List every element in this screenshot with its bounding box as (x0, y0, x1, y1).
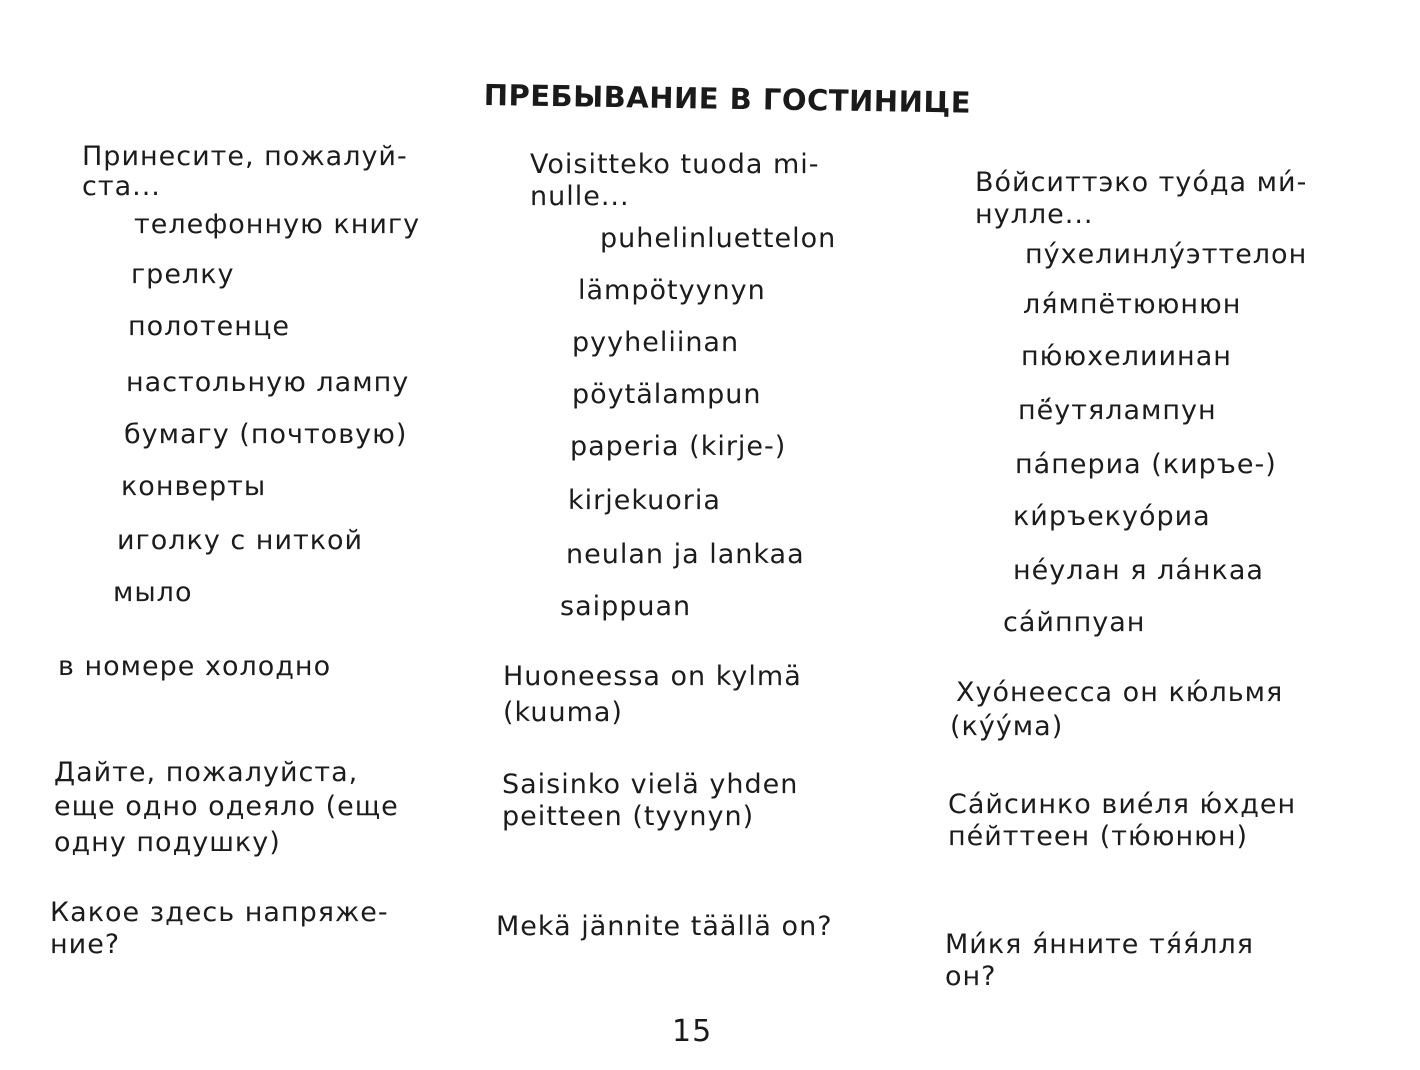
fi-bring-line-2: nulle... (530, 181, 630, 212)
tr-voltage-line-2: он? (945, 961, 997, 992)
fi-item: lämpötyynyn (578, 275, 766, 306)
fi-cold-line-1: Huoneessa on kylmä (503, 661, 802, 692)
tr-bring-line-1: Во́йситтэко туо́да ми́- (975, 167, 1308, 198)
fi-voltage: Mekä jännite täällä on? (496, 911, 833, 942)
tr-item: пё́утялампун (1018, 395, 1217, 426)
ru-cold: в номере холодно (58, 651, 332, 682)
tr-item: ки́ръекуо́риа (1013, 501, 1211, 532)
fi-item: saippuan (560, 591, 692, 622)
fi-cold-line-2: (kuuma) (503, 697, 623, 728)
tr-item: пу́хелинлу́эттелон (1025, 239, 1308, 270)
fi-blanket-line-1: Saisinko vielä yhden (502, 769, 799, 800)
ru-blanket-line-3: одну подушку) (54, 827, 281, 858)
ru-bring-line-2: ста... (82, 171, 161, 202)
ru-bring-line-1: Принесите, пожалуй- (82, 141, 408, 172)
page-number: 15 (672, 1014, 713, 1049)
ru-item: конверты (121, 471, 267, 502)
ru-item: грелку (131, 259, 235, 290)
tr-cold-line-2: (ку́у́ма) (950, 711, 1064, 742)
tr-item: са́йппуан (1003, 607, 1146, 638)
ru-item: мыло (113, 577, 193, 608)
fi-item: pöytälampun (572, 379, 762, 410)
ru-voltage-line-1: Какое здесь напряже- (50, 897, 389, 928)
fi-item: paperia (kirje-) (570, 431, 787, 462)
fi-bring-line-1: Voisitteko tuoda mi- (530, 149, 820, 180)
fi-item: pyyheliinan (572, 327, 740, 358)
tr-voltage-line-1: Ми́кя я́нните тя́я́лля (945, 929, 1254, 960)
ru-item: бумагу (почтовую) (124, 419, 408, 450)
tr-item: не́улан я ла́нкаа (1013, 555, 1264, 586)
ru-item: иголку с ниткой (117, 525, 364, 556)
tr-item: ля́мпётююнюн (1023, 289, 1242, 320)
tr-blanket-line-1: Са́йсинко вие́ля ю́хден (948, 789, 1297, 820)
ru-item: телефонную книгу (134, 209, 421, 240)
tr-bring-line-2: нулле... (975, 199, 1094, 230)
fi-item: puhelinluettelon (600, 223, 837, 254)
fi-item: kirjekuoria (568, 485, 721, 516)
ru-blanket-line-2: еще одно одеяло (еще (54, 791, 399, 822)
ru-item: полотенце (128, 311, 290, 342)
ru-voltage-line-2: ние? (50, 929, 121, 960)
tr-item: па́периа (киръе-) (1015, 449, 1277, 480)
tr-blanket-line-2: пе́йттеен (тю́юнюн) (948, 821, 1249, 852)
fi-item: neulan ja lankaa (566, 539, 805, 570)
ru-item: настольную лампу (126, 367, 410, 398)
fi-blanket-line-2: peitteen (tyynyn) (502, 801, 755, 832)
ru-blanket-line-1: Дайте, пожалуйста, (54, 757, 359, 788)
page-title: ПРЕБЫВАНИЕ В ГОСТИНИЦЕ (483, 78, 972, 120)
tr-item: пю́юхелиинан (1021, 341, 1232, 372)
tr-cold-line-1: Хуо́неесса он кю́льмя (956, 677, 1284, 708)
